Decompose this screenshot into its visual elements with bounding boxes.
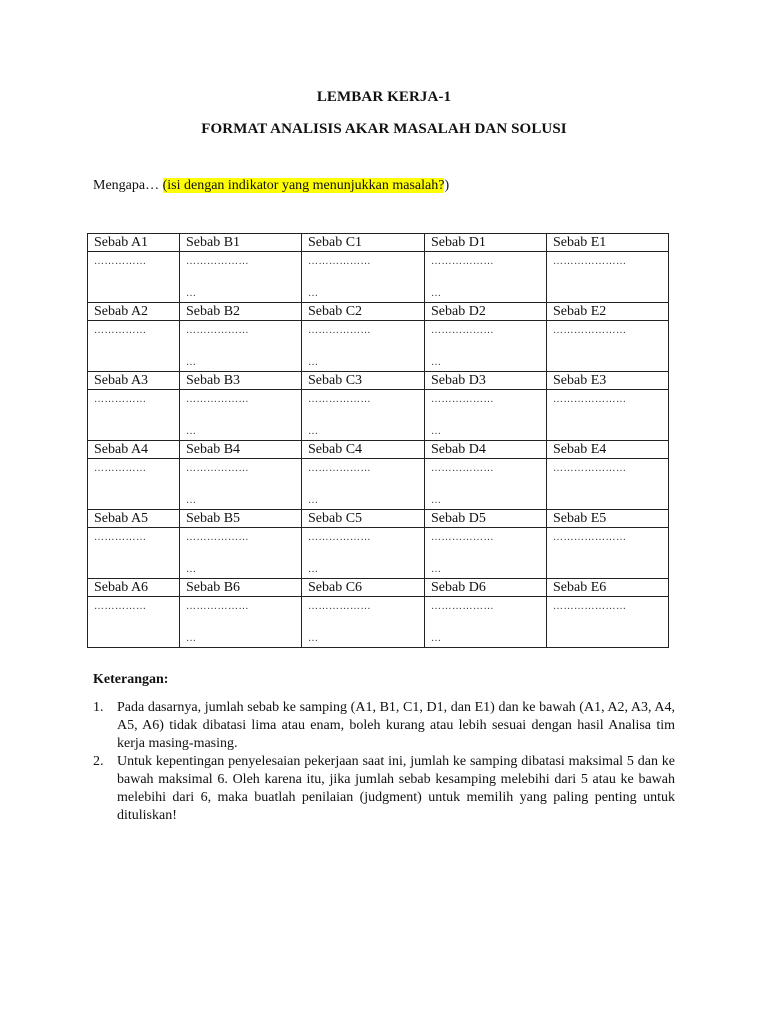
cause-fill-cell[interactable] <box>302 321 425 372</box>
fill-dots: ……………… <box>186 394 249 405</box>
cause-label-cell: Sebab B3 <box>180 372 302 390</box>
cause-label-cell: Sebab A3 <box>88 372 180 390</box>
cause-label-cell: Sebab D3 <box>425 372 547 390</box>
fill-dots: ……………… <box>431 256 494 267</box>
table-header-row <box>88 579 669 597</box>
fill-dots-tail: … <box>308 633 319 644</box>
fill-dots: ……………… <box>431 463 494 474</box>
cause-label-cell: Sebab C3 <box>302 372 425 390</box>
table-header-row <box>88 303 669 321</box>
cause-fill-cell[interactable] <box>425 321 547 372</box>
note-number: 2. <box>93 754 104 769</box>
cause-fill-cell[interactable] <box>547 597 669 648</box>
cause-fill-cell[interactable] <box>302 459 425 510</box>
cause-fill-cell[interactable] <box>547 390 669 441</box>
fill-dots-tail: … <box>186 633 197 644</box>
cause-fill-cell[interactable] <box>547 252 669 303</box>
cause-label-cell: Sebab B4 <box>180 441 302 459</box>
fill-dots: ………………… <box>553 532 627 543</box>
cause-fill-cell[interactable] <box>88 459 180 510</box>
fill-dots-tail: … <box>308 357 319 368</box>
fill-dots: ……………… <box>308 325 371 336</box>
fill-dots: ……………… <box>431 601 494 612</box>
cause-label-cell: Sebab B6 <box>180 579 302 597</box>
fill-dots: ……………… <box>431 532 494 543</box>
notes-list <box>93 699 675 825</box>
cause-fill-cell[interactable] <box>302 528 425 579</box>
document-title: LEMBAR KERJA-1 <box>316 89 452 105</box>
table-header-row <box>88 510 669 528</box>
cause-label-cell: Sebab C2 <box>302 303 425 321</box>
table-header-row <box>88 372 669 390</box>
cause-label-cell: Sebab A2 <box>88 303 180 321</box>
fill-dots: ……………… <box>186 601 249 612</box>
note-item <box>93 699 675 753</box>
cause-fill-cell[interactable] <box>180 252 302 303</box>
fill-dots-tail: … <box>431 357 442 368</box>
fill-dots: ……………… <box>308 601 371 612</box>
cause-label-cell: Sebab B1 <box>180 234 302 252</box>
cause-label-cell: Sebab C4 <box>302 441 425 459</box>
cause-label-cell: Sebab A1 <box>88 234 180 252</box>
root-cause-table <box>87 233 669 648</box>
document-subtitle: FORMAT ANALISIS AKAR MASALAH DAN SOLUSI <box>201 121 567 137</box>
cause-label-cell: Sebab E2 <box>547 303 669 321</box>
table-fill-row <box>88 597 669 648</box>
cause-label-cell: Sebab B5 <box>180 510 302 528</box>
cause-label-cell: Sebab E6 <box>547 579 669 597</box>
cause-label-cell: Sebab A5 <box>88 510 180 528</box>
cause-label-cell: Sebab E4 <box>547 441 669 459</box>
note-item <box>93 753 675 825</box>
fill-dots: …………… <box>94 601 147 612</box>
cause-fill-cell[interactable] <box>180 390 302 441</box>
fill-dots-tail: … <box>186 288 197 299</box>
fill-dots-tail: … <box>186 495 197 506</box>
fill-dots: ………………… <box>553 601 627 612</box>
fill-dots: …………… <box>94 325 147 336</box>
cause-label-cell: Sebab C6 <box>302 579 425 597</box>
table-fill-row <box>88 390 669 441</box>
fill-dots-tail: … <box>431 564 442 575</box>
cause-label-cell: Sebab D1 <box>425 234 547 252</box>
fill-dots: ……………… <box>186 532 249 543</box>
cause-fill-cell[interactable] <box>180 321 302 372</box>
cause-fill-cell[interactable] <box>302 390 425 441</box>
cause-fill-cell[interactable] <box>88 321 180 372</box>
cause-fill-cell[interactable] <box>180 459 302 510</box>
cause-fill-cell[interactable] <box>180 528 302 579</box>
fill-dots: ………………… <box>553 463 627 474</box>
fill-dots: ……………… <box>308 394 371 405</box>
fill-dots-tail: … <box>186 564 197 575</box>
cause-label-cell: Sebab B2 <box>180 303 302 321</box>
fill-dots: ……………… <box>186 325 249 336</box>
fill-dots: ………………… <box>553 256 627 267</box>
fill-dots-tail: … <box>308 495 319 506</box>
fill-dots-tail: … <box>431 288 442 299</box>
fill-dots: ……………… <box>186 463 249 474</box>
table-header-row <box>88 441 669 459</box>
fill-dots-tail: … <box>431 633 442 644</box>
cause-fill-cell[interactable] <box>180 597 302 648</box>
cause-fill-cell[interactable] <box>425 528 547 579</box>
note-number: 1. <box>93 700 104 715</box>
fill-dots: ……………… <box>186 256 249 267</box>
fill-dots: …………… <box>94 463 147 474</box>
cause-fill-cell[interactable] <box>547 459 669 510</box>
fill-dots-tail: … <box>431 426 442 437</box>
cause-label-cell: Sebab E5 <box>547 510 669 528</box>
cause-fill-cell[interactable] <box>547 528 669 579</box>
table-fill-row <box>88 252 669 303</box>
fill-dots-tail: … <box>431 495 442 506</box>
cause-label-cell: Sebab D6 <box>425 579 547 597</box>
cause-fill-cell[interactable] <box>302 597 425 648</box>
cause-fill-cell[interactable] <box>425 459 547 510</box>
table-fill-row <box>88 459 669 510</box>
cause-fill-cell[interactable] <box>425 597 547 648</box>
fill-dots: ……………… <box>431 394 494 405</box>
fill-dots: ………………… <box>553 325 627 336</box>
question-suffix: ) <box>444 178 450 193</box>
cause-label-cell: Sebab C1 <box>302 234 425 252</box>
cause-fill-cell[interactable] <box>88 528 180 579</box>
question-prefix: Mengapa… <box>93 178 163 193</box>
fill-dots: ………………… <box>553 394 627 405</box>
cause-label-cell: Sebab C5 <box>302 510 425 528</box>
cause-fill-cell[interactable] <box>88 390 180 441</box>
fill-dots: ……………… <box>308 256 371 267</box>
fill-dots-tail: … <box>308 288 319 299</box>
note-text: Pada dasarnya, jumlah sebab ke samping (A1, B1, C1, D1, dan E1) dan ke bawah (A1, A2, A3, A4, A5, A6) tidak dibatasi lima atau enam, boleh kurang atau lebih sesuai dengan hasil Analisa tim kerja masing-masing. <box>117 700 675 751</box>
cause-label-cell: Sebab D2 <box>425 303 547 321</box>
table-fill-row <box>88 528 669 579</box>
table-fill-row <box>88 321 669 372</box>
fill-dots-tail: … <box>308 426 319 437</box>
fill-dots-tail: … <box>186 357 197 368</box>
fill-dots: ……………… <box>308 532 371 543</box>
cause-label-cell: Sebab A4 <box>88 441 180 459</box>
cause-fill-cell[interactable] <box>88 252 180 303</box>
cause-label-cell: Sebab A6 <box>88 579 180 597</box>
notes-heading: Keterangan: <box>93 672 169 687</box>
fill-dots: ……………… <box>431 325 494 336</box>
note-text: Untuk kepentingan penyelesaian pekerjaan saat ini, jumlah ke samping dibatasi maksimal 5 dan ke bawah maksimal 6. Oleh karena itu, jika jumlah sebab kesamping melebihi dari 5 atau ke bawah melebihi dari 6, maka buatlah penilaian (judgment) untuk memilih yang paling penting untuk dituliskan! <box>117 754 675 823</box>
fill-dots-tail: … <box>308 564 319 575</box>
cause-fill-cell[interactable] <box>547 321 669 372</box>
cause-label-cell: Sebab D5 <box>425 510 547 528</box>
fill-dots: …………… <box>94 394 147 405</box>
question-highlight: (isi dengan indikator yang menunjukkan masalah? <box>162 178 445 193</box>
cause-fill-cell[interactable] <box>88 597 180 648</box>
fill-dots: …………… <box>94 256 147 267</box>
cause-label-cell: Sebab D4 <box>425 441 547 459</box>
cause-fill-cell[interactable] <box>425 252 547 303</box>
question-line <box>93 178 449 194</box>
cause-fill-cell[interactable] <box>425 390 547 441</box>
fill-dots: …………… <box>94 532 147 543</box>
fill-dots-tail: … <box>186 426 197 437</box>
cause-fill-cell[interactable] <box>302 252 425 303</box>
cause-label-cell: Sebab E3 <box>547 372 669 390</box>
cause-label-cell: Sebab E1 <box>547 234 669 252</box>
table-header-row <box>88 234 669 252</box>
fill-dots: ……………… <box>308 463 371 474</box>
